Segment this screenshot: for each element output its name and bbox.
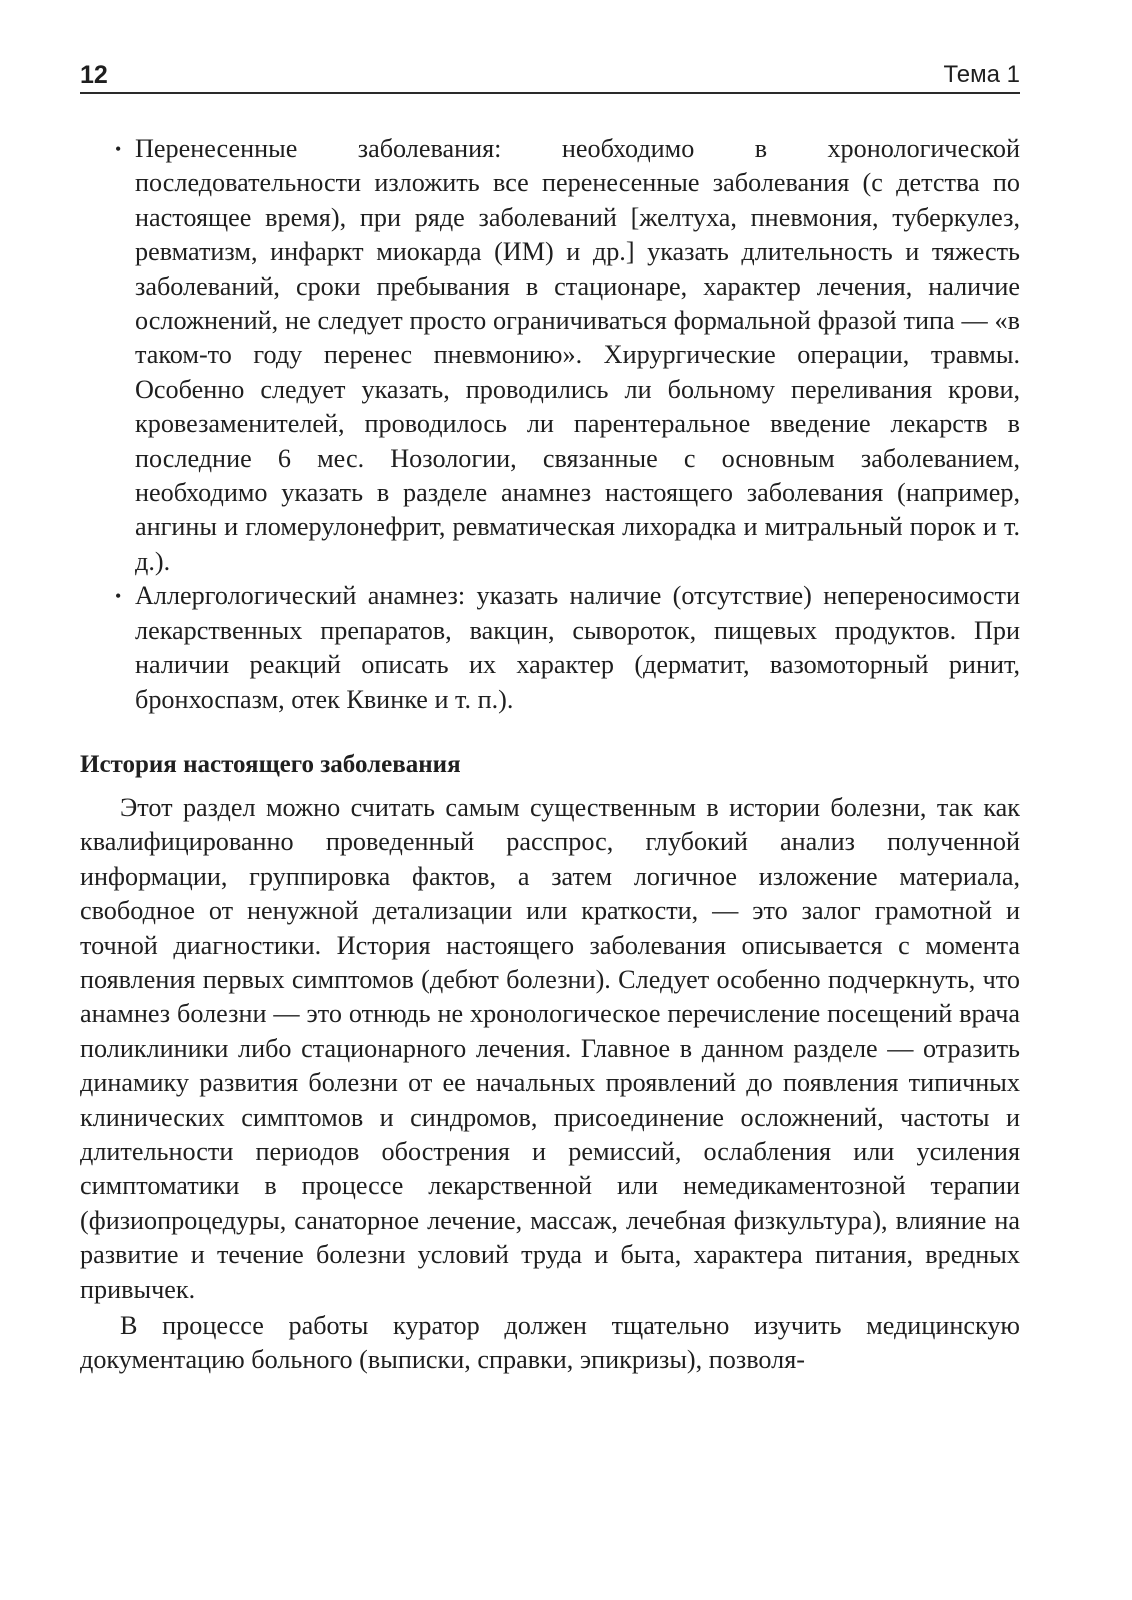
bullet-icon: • bbox=[115, 586, 122, 607]
paragraph: Этот раздел можно считать самым существенным в истории болезни, так как квалифицированно проведенный расспрос, глубокий анализ полученной информации, группировка фактов, а затем логичное изложение материала, свободное от ненужной детализации или краткости, — это залог грамотной и точной диагностики. История настоящего заболевания описывается с момента появления первых симптомов (дебют болезни). Следует особенно подчеркнуть, что анамнез болезни — это отнюдь не хронологическое перечисление посещений врача поликлиники либо стационарного лечения. Главное в данном разделе — отразить динамику развития болезни от ее начальных проявлений до появления типичных клинических симптомов и синдромов, присоединение осложнений, частоты и длительности периодов обострения и ремиссий, ослабления или усиления симптоматики в процессе лекарственной или немедикаментозной терапии (физиопроцедуры, санаторное лечение, массаж, лечебная физкультура), влияние на развитие и течение болезни условий труда и быта, характера питания, вредных привычек. bbox=[80, 792, 1020, 1304]
section-heading: История настоящего заболевания bbox=[80, 750, 461, 778]
paragraph: В процессе работы куратор должен тщательно изучить медицинскую документацию больного (выписки, справки, эпикризы), позволя- bbox=[80, 1311, 1020, 1375]
bullet-text: Перенесенные заболевания: необходимо в хронологической последовательности изложить все перенесенные заболевания (с детства по настоящее время), при ряде заболеваний [желтуха, пневмония, туберкулез, ревматизм, инфаркт миокарда (ИМ) и др.] указать длительность и тяжесть заболеваний, сроки пребывания в стационаре, характер лечения, наличие осложнений, не следует просто ограничиваться формальной фразой типа — «в таком-то году перенес пневмонию». Хирургические операции, травмы. Особенно следует указать, проводились ли больному переливания крови, кровезаменителей, проводилось ли парентеральное введение лекарств в последние 6 мес. Нозологии, связанные с основным заболеванием, необходимо указать в разделе анамнез настоящего заболевания (например, ангины и гломерулонефрит, ревматическая лихорадка и митральный порок и т. д.). bbox=[135, 134, 1020, 576]
bullet-icon: • bbox=[115, 139, 122, 159]
list-item bbox=[80, 132, 1020, 579]
book-page bbox=[80, 60, 1020, 1378]
list-item bbox=[80, 579, 1020, 717]
bullet-text: Аллергологический анамнез: указать наличие (отсутствие) непереносимости лекарственных препаратов, вакцин, сывороток, пищевых продуктов. При наличии реакций описать их характер (дерматит, вазомоторный ринит, бронхоспазм, отек Квинке и т. п.). bbox=[135, 581, 1020, 714]
bullet-list bbox=[80, 132, 1020, 717]
page-number: 12 bbox=[80, 61, 108, 89]
running-header bbox=[80, 60, 1020, 94]
section-label: Тема 1 bbox=[943, 61, 1020, 88]
section-body bbox=[80, 791, 1020, 1378]
